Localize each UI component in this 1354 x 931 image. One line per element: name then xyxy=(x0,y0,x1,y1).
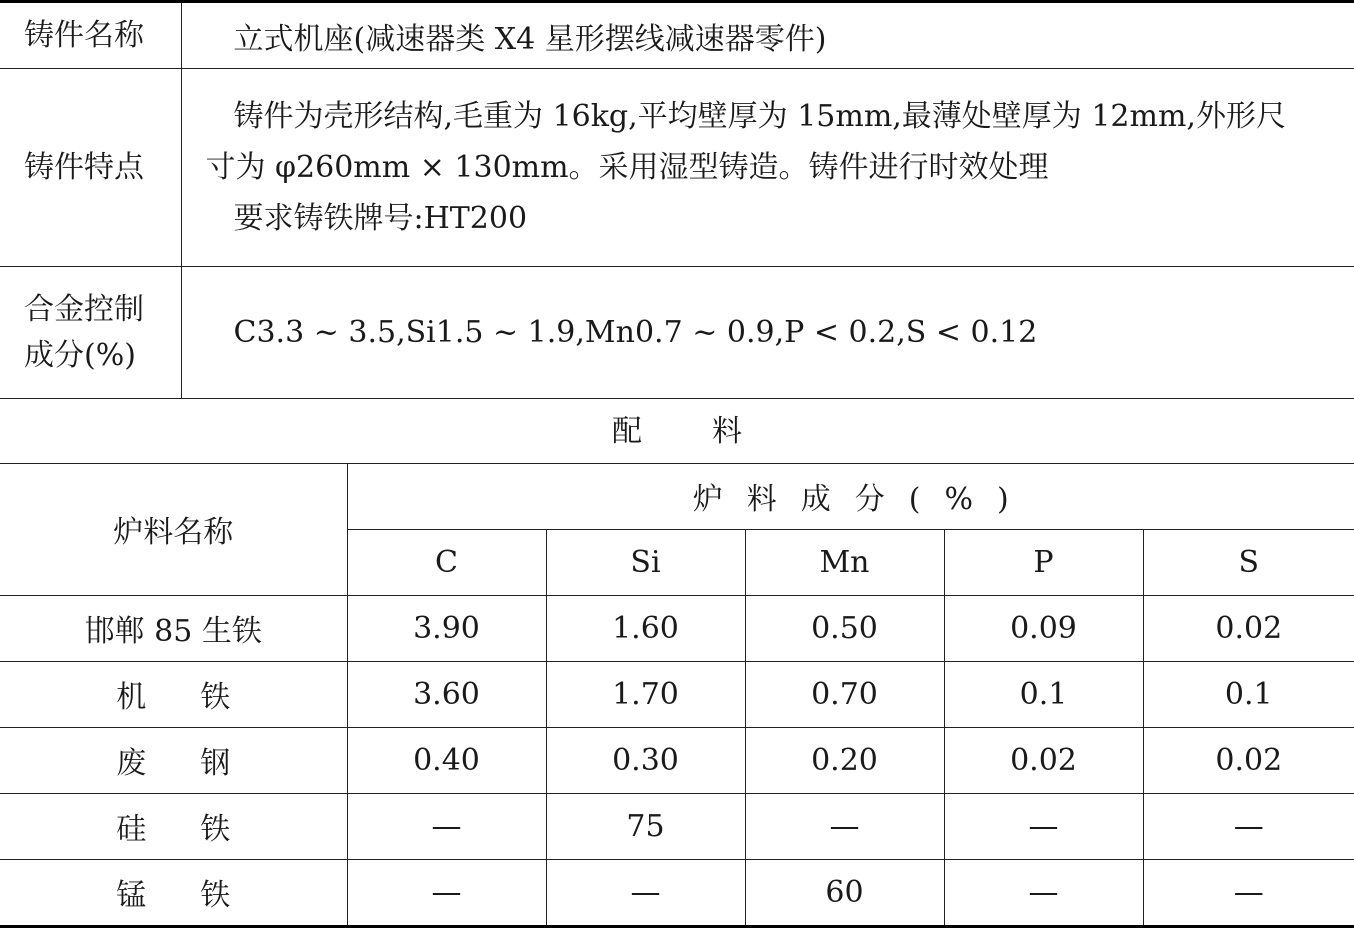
table-row xyxy=(0,661,1354,727)
row-value: 0.1 xyxy=(944,661,1143,727)
header-element-si: Si xyxy=(546,529,745,595)
alloy-composition-value: C3.3 ~ 3.5,Si1.5 ~ 1.9,Mn0.7 ~ 0.9,P < 0.2,S < 0.12 xyxy=(181,267,1354,399)
features-line-1: 铸件为壳形结构,毛重为 16kg,平均壁厚为 15mm,最薄处壁厚为 12mm,外形尺 xyxy=(233,99,1286,134)
row-value: 0.02 xyxy=(944,727,1143,793)
row-value: — xyxy=(347,859,546,926)
table-row xyxy=(0,595,1354,661)
casting-features-label: 铸件特点 xyxy=(0,69,181,267)
row-value: 0.02 xyxy=(1143,595,1354,661)
row-value: 1.60 xyxy=(546,595,745,661)
row-name: 锰铁 xyxy=(0,859,347,926)
row-value: — xyxy=(745,793,944,859)
alloy-label-line-2: 成分(%) xyxy=(24,337,136,373)
header-element-c: C xyxy=(347,529,546,595)
row-value: 0.02 xyxy=(1143,727,1354,793)
charge-table xyxy=(0,464,1354,928)
row-value: — xyxy=(347,793,546,859)
header-charge-composition: 炉料成分(%) xyxy=(347,464,1354,529)
row-value: 0.70 xyxy=(745,661,944,727)
casting-info-table xyxy=(0,0,1354,399)
row-value: 1.70 xyxy=(546,661,745,727)
row-name: 废钢 xyxy=(0,727,347,793)
row-value: — xyxy=(1143,859,1354,926)
row-value: — xyxy=(944,859,1143,926)
table-row xyxy=(0,793,1354,859)
casting-name-row xyxy=(0,2,1354,69)
table-row xyxy=(0,727,1354,793)
casting-name-value: 立式机座(减速器类 X4 星形摆线减速器零件) xyxy=(181,2,1354,69)
alloy-composition-label xyxy=(0,267,181,399)
header-element-s: S xyxy=(1143,529,1354,595)
row-value: — xyxy=(1143,793,1354,859)
row-name: 硅铁 xyxy=(0,793,347,859)
row-value: 75 xyxy=(546,793,745,859)
casting-features-row xyxy=(0,69,1354,267)
alloy-label-line-1: 合金控制 xyxy=(24,291,144,327)
row-value: 0.50 xyxy=(745,595,944,661)
header-element-p: P xyxy=(944,529,1143,595)
row-value: 3.90 xyxy=(347,595,546,661)
row-value: 0.20 xyxy=(745,727,944,793)
row-value: 3.60 xyxy=(347,661,546,727)
row-value: 0.1 xyxy=(1143,661,1354,727)
row-name: 机铁 xyxy=(0,661,347,727)
charge-section-title: 配料 xyxy=(0,399,1354,464)
row-value: 0.09 xyxy=(944,595,1143,661)
casting-features-value xyxy=(181,69,1354,267)
features-line-2: 寸为 φ260mm × 130mm。采用湿型铸造。铸件进行时效处理 xyxy=(205,150,1049,185)
table-row xyxy=(0,859,1354,926)
charge-header-row-1 xyxy=(0,464,1354,529)
header-element-mn: Mn xyxy=(745,529,944,595)
row-value: — xyxy=(944,793,1143,859)
row-value: 0.30 xyxy=(546,727,745,793)
row-value: 0.40 xyxy=(347,727,546,793)
features-line-3: 要求铸铁牌号:HT200 xyxy=(233,201,528,236)
alloy-composition-row xyxy=(0,267,1354,399)
row-value: 60 xyxy=(745,859,944,926)
casting-name-label: 铸件名称 xyxy=(0,2,181,69)
header-charge-name: 炉料名称 xyxy=(0,464,347,595)
row-name: 邯郸 85 生铁 xyxy=(0,595,347,661)
row-value: — xyxy=(546,859,745,926)
